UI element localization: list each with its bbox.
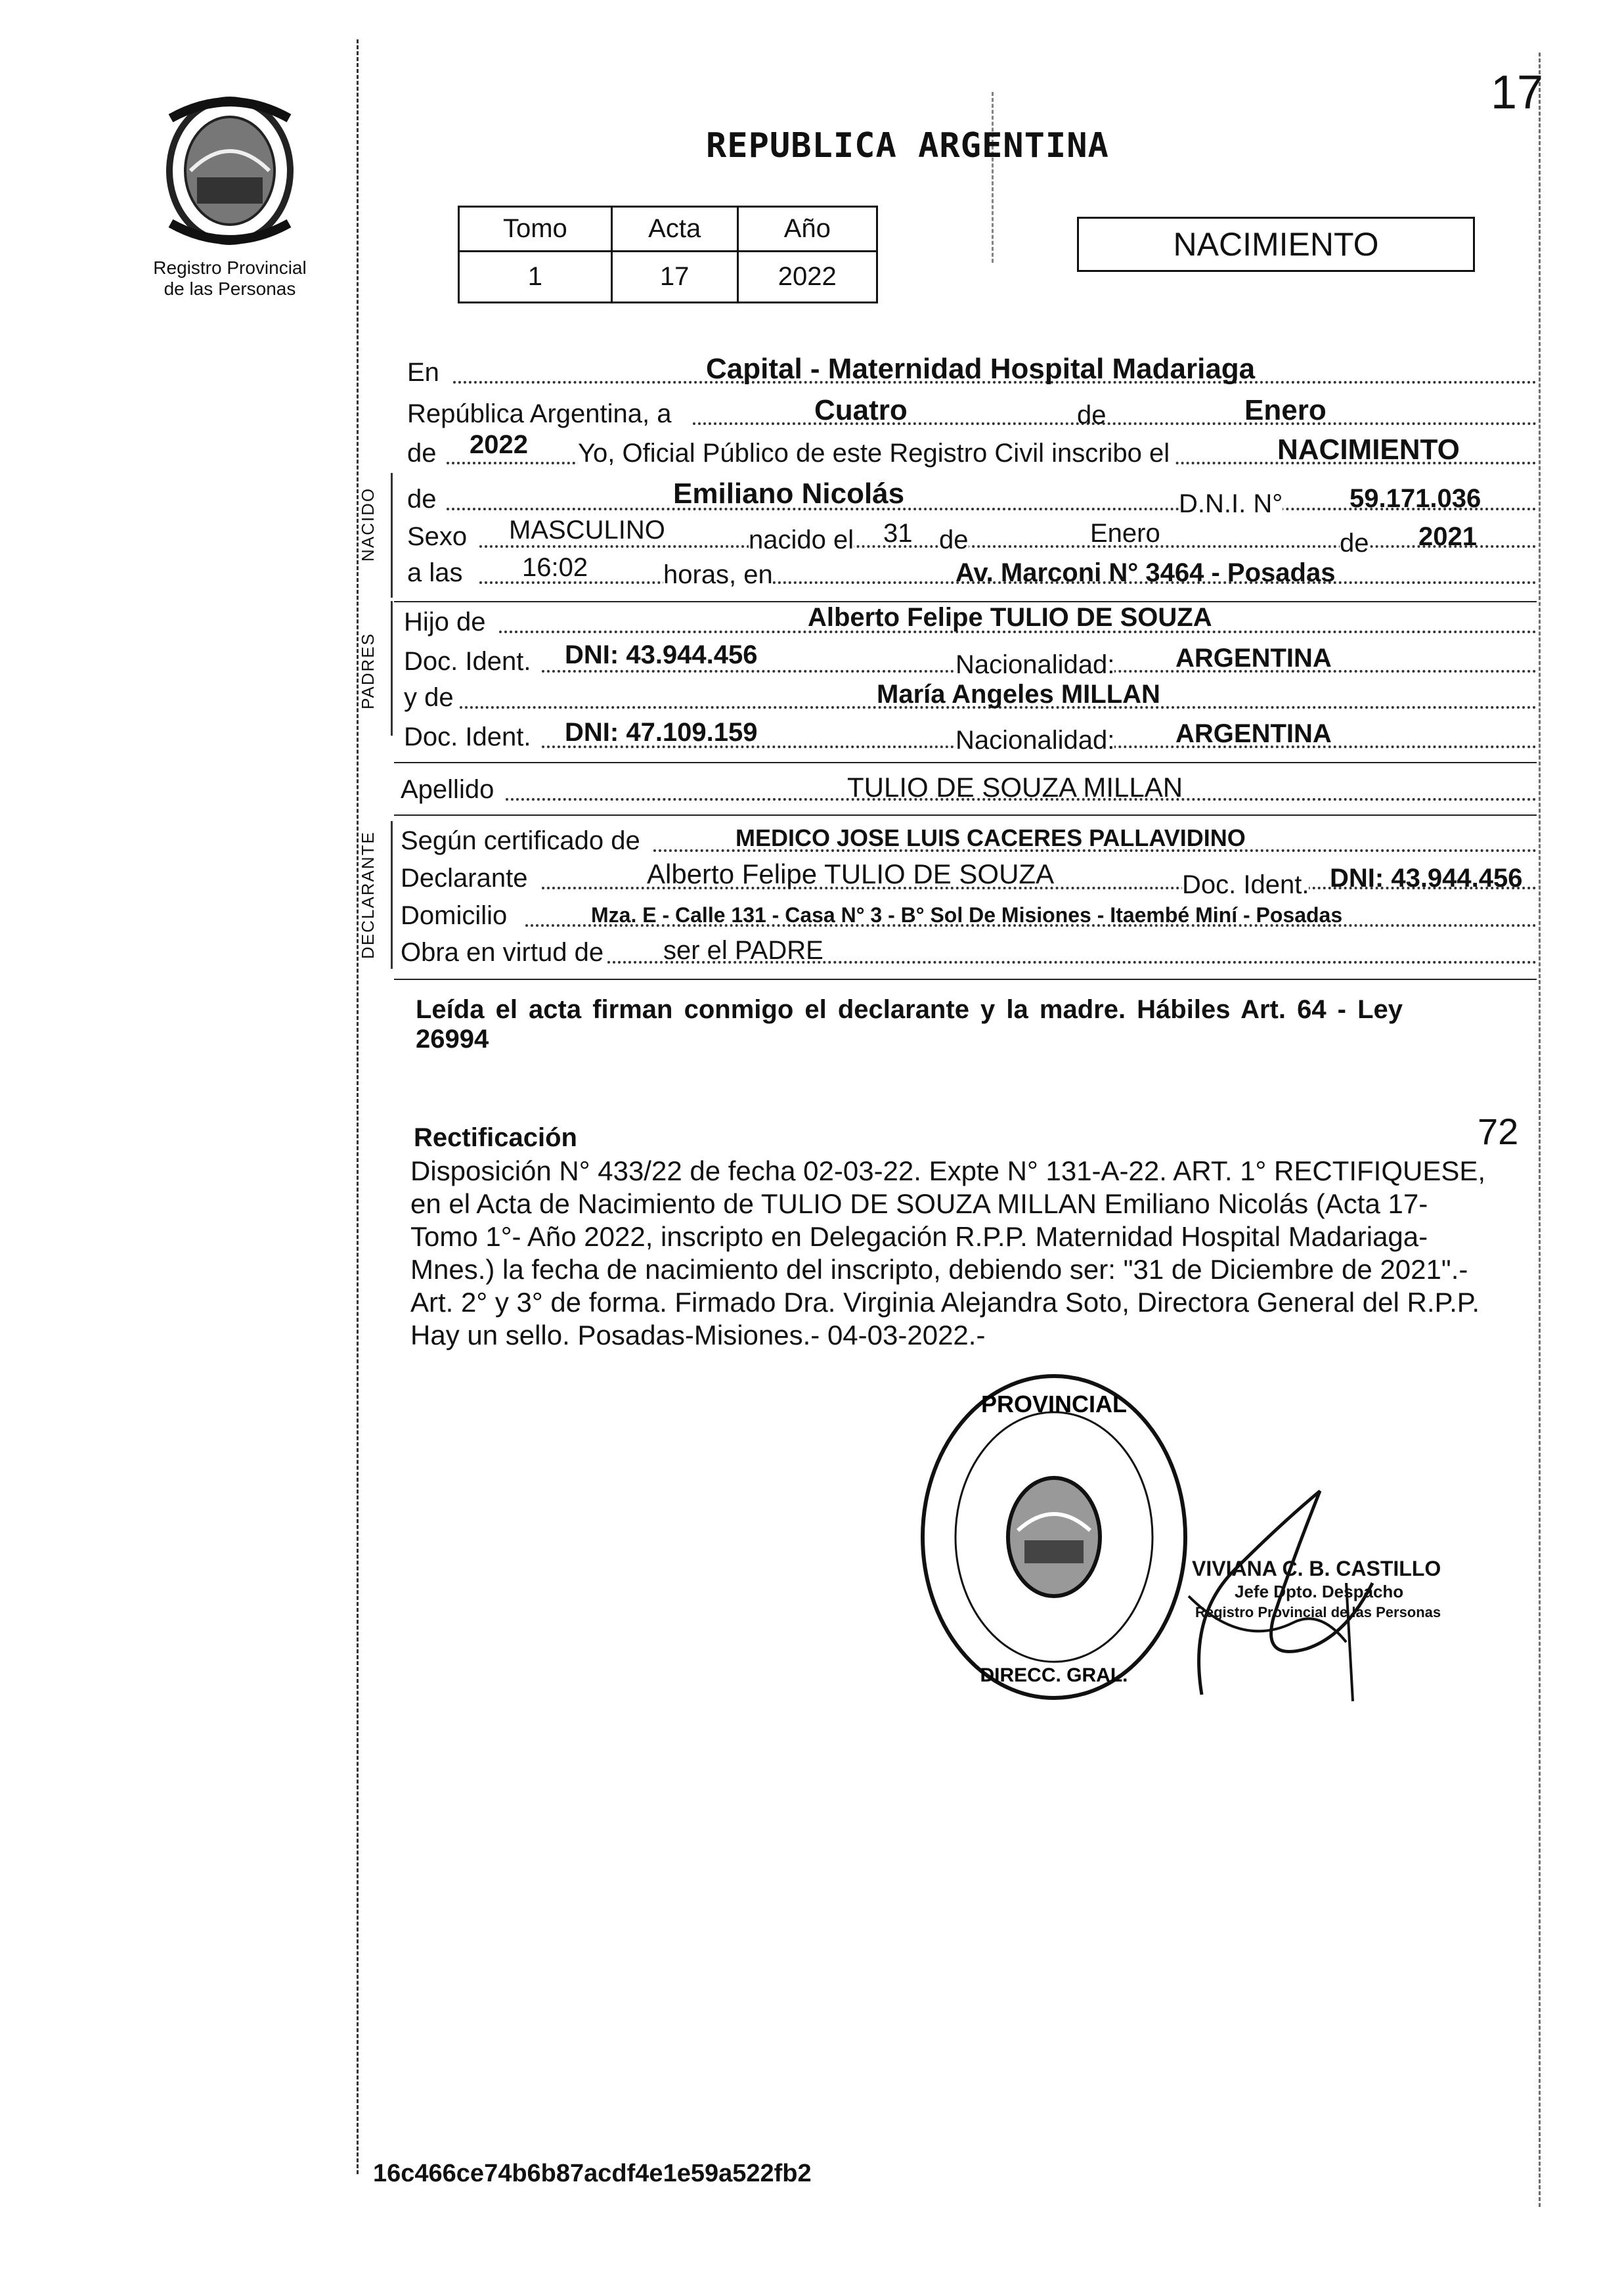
apellido-rule <box>394 814 1537 816</box>
nacido-dni: 59.171.036 <box>1350 484 1481 513</box>
rectificacion-line: Hay un sello. Posadas-Misiones.- 04-03-2022.- <box>410 1320 986 1350</box>
hora-label: a las <box>407 558 463 587</box>
nacido-mes: Enero <box>1090 519 1160 548</box>
certificado-label: Según certificado de <box>401 826 640 855</box>
svg-text:DIRECC. GRAL.: DIRECC. GRAL. <box>980 1664 1128 1686</box>
inscripcion-tipo: NACIMIENTO <box>1277 434 1460 466</box>
sexo-label: Sexo <box>407 522 468 551</box>
padre-nac-label: Nacionalidad: <box>955 650 1115 679</box>
obra-value: ser el PADRE <box>663 936 823 965</box>
fecha-de-label: de <box>1077 401 1107 430</box>
rectificacion-line: Mnes.) la fecha de nacimiento del inscripto, debiendo ser: "31 de Diciembre de 2021".- <box>410 1254 1468 1285</box>
dni-label: D.N.I. N° <box>1179 489 1283 518</box>
tomo-header: Tomo <box>459 207 612 252</box>
anio-value: 2022 <box>737 252 877 303</box>
nacido-hora: 16:02 <box>522 553 588 582</box>
rectificacion-title: Rectificación <box>414 1123 577 1152</box>
anio-header: Año <box>737 207 877 252</box>
apellido-label: Apellido <box>401 775 494 804</box>
certificado-value: MEDICO JOSE LUIS CACERES PALLAVIDINO <box>735 824 1246 851</box>
nacido-dia: 31 <box>883 519 913 548</box>
rectificacion-number: 72 <box>1478 1111 1519 1152</box>
left-margin-line <box>357 39 359 2174</box>
domicilio-label: Domicilio <box>401 901 508 930</box>
signatory-org: Registro Provincial de las Personas <box>1195 1604 1441 1620</box>
nacido-bracket <box>391 473 393 598</box>
domicilio-value: Mza. E - Calle 131 - Casa N° 3 - B° Sol De Misiones - Itaembé Miní - Posadas <box>591 903 1343 927</box>
madre-doc-label: Doc. Ident. <box>404 723 531 751</box>
rectificacion-line: Art. 2° y 3° de forma. Firmado Dra. Virginia Alejandra Soto, Directora General del R.P.P. <box>410 1287 1480 1318</box>
nacido-de2-label: de <box>1340 529 1369 558</box>
nacido-side-label: NACIDO <box>358 487 378 562</box>
tomo-value: 1 <box>459 252 612 303</box>
svg-text:PROVINCIAL: PROVINCIAL <box>980 1391 1128 1417</box>
nacido-anio: 2021 <box>1418 522 1477 551</box>
leida-line1: Leída el acta firman conmigo el declarante y la madre. Hábiles Art. 64 - Ley <box>416 995 1403 1024</box>
declarante-bracket <box>391 821 393 969</box>
declarante-rule <box>394 979 1537 980</box>
document-type: NACIMIENTO <box>1173 226 1379 263</box>
registry-name-line1: Registro Provincial <box>153 257 307 278</box>
padres-side-label: PADRES <box>358 633 378 709</box>
nacido-de1-label: de <box>939 525 969 554</box>
rectificacion-body <box>410 1155 1540 1352</box>
madre-nacionalidad: ARGENTINA <box>1175 719 1332 748</box>
lugar-label: En <box>407 358 439 387</box>
rectificacion-line: Disposición N° 433/22 de fecha 02-03-22. Expte N° 131-A-22. ART. 1° RECTIFIQUESE, <box>410 1155 1486 1186</box>
padre-nombre: Alberto Felipe TULIO DE SOUZA <box>808 603 1212 632</box>
country-title: REPUBLICA ARGENTINA <box>706 126 1109 166</box>
right-margin-line <box>1539 53 1541 2207</box>
leida-line2: 26994 <box>416 1025 489 1054</box>
madre-nombre: María Angeles MILLAN <box>877 680 1160 709</box>
padre-nacionalidad: ARGENTINA <box>1175 644 1332 673</box>
registry-name-line2: de las Personas <box>164 279 296 299</box>
fecha-dia: Cuatro <box>814 394 908 426</box>
signatory-role: Jefe Dpto. Despacho <box>1235 1582 1404 1601</box>
y-de-label: y de <box>404 683 454 712</box>
center-margin-line <box>992 92 994 263</box>
rectificacion-line: en el Acta de Nacimiento de TULIO DE SOUZA MILLAN Emiliano Nicolás (Acta 17- <box>410 1188 1428 1219</box>
nacido-rule <box>394 601 1537 602</box>
horas-en-label: horas, en <box>663 560 773 589</box>
hijo-de-label: Hijo de <box>404 608 486 636</box>
fecha-anio: 2022 <box>470 430 528 459</box>
declarante-doc: DNI: 43.944.456 <box>1330 864 1523 893</box>
lugar-value: Capital - Maternidad Hospital Madariaga <box>706 353 1256 385</box>
padre-doc: DNI: 43.944.456 <box>565 640 758 669</box>
nacido-de-label: de <box>407 485 437 514</box>
province-logo <box>158 92 302 250</box>
apellido-value: TULIO DE SOUZA MILLAN <box>847 772 1183 803</box>
page-number: 17 <box>1491 66 1544 119</box>
footer-hash-code: 16c466ce74b6b87acdf4e1e59a522fb2 <box>373 2160 812 2187</box>
rectificacion-line: Tomo 1°- Año 2022, inscripto en Delegación R.P.P. Maternidad Hospital Madariaga- <box>410 1221 1428 1252</box>
anio-label: de <box>407 439 437 468</box>
nacido-nombre: Emiliano Nicolás <box>673 478 905 510</box>
signatory-name: VIVIANA C. B. CASTILLO <box>1192 1557 1441 1580</box>
madre-nac-label: Nacionalidad: <box>955 726 1115 755</box>
fecha-mes: Enero <box>1244 394 1327 426</box>
padres-bracket <box>391 601 393 736</box>
madre-doc: DNI: 47.109.159 <box>565 718 758 747</box>
acta-reference-table <box>458 206 878 303</box>
acta-value: 17 <box>611 252 737 303</box>
declarante-side-label: DECLARANTE <box>358 831 378 959</box>
declarante-label: Declarante <box>401 864 528 893</box>
padres-rule <box>394 762 1537 763</box>
document-type-box <box>1077 217 1475 272</box>
nacido-lugar: Av. Marconi N° 3464 - Posadas <box>955 558 1336 587</box>
nacido-sexo: MASCULINO <box>509 516 665 545</box>
padre-doc-label: Doc. Ident. <box>404 647 531 676</box>
nacido-el-label: nacido el <box>749 525 854 554</box>
inscripcion-text: Yo, Oficial Público de este Registro Civil inscribo el <box>578 439 1174 468</box>
fecha-label: República Argentina, a <box>407 399 672 428</box>
obra-label: Obra en virtud de <box>401 938 604 967</box>
sexo-dots <box>479 545 1537 548</box>
acta-header: Acta <box>611 207 737 252</box>
declarante-nombre: Alberto Felipe TULIO DE SOUZA <box>647 858 1055 889</box>
declarante-doc-label: Doc. Ident. <box>1182 870 1309 899</box>
